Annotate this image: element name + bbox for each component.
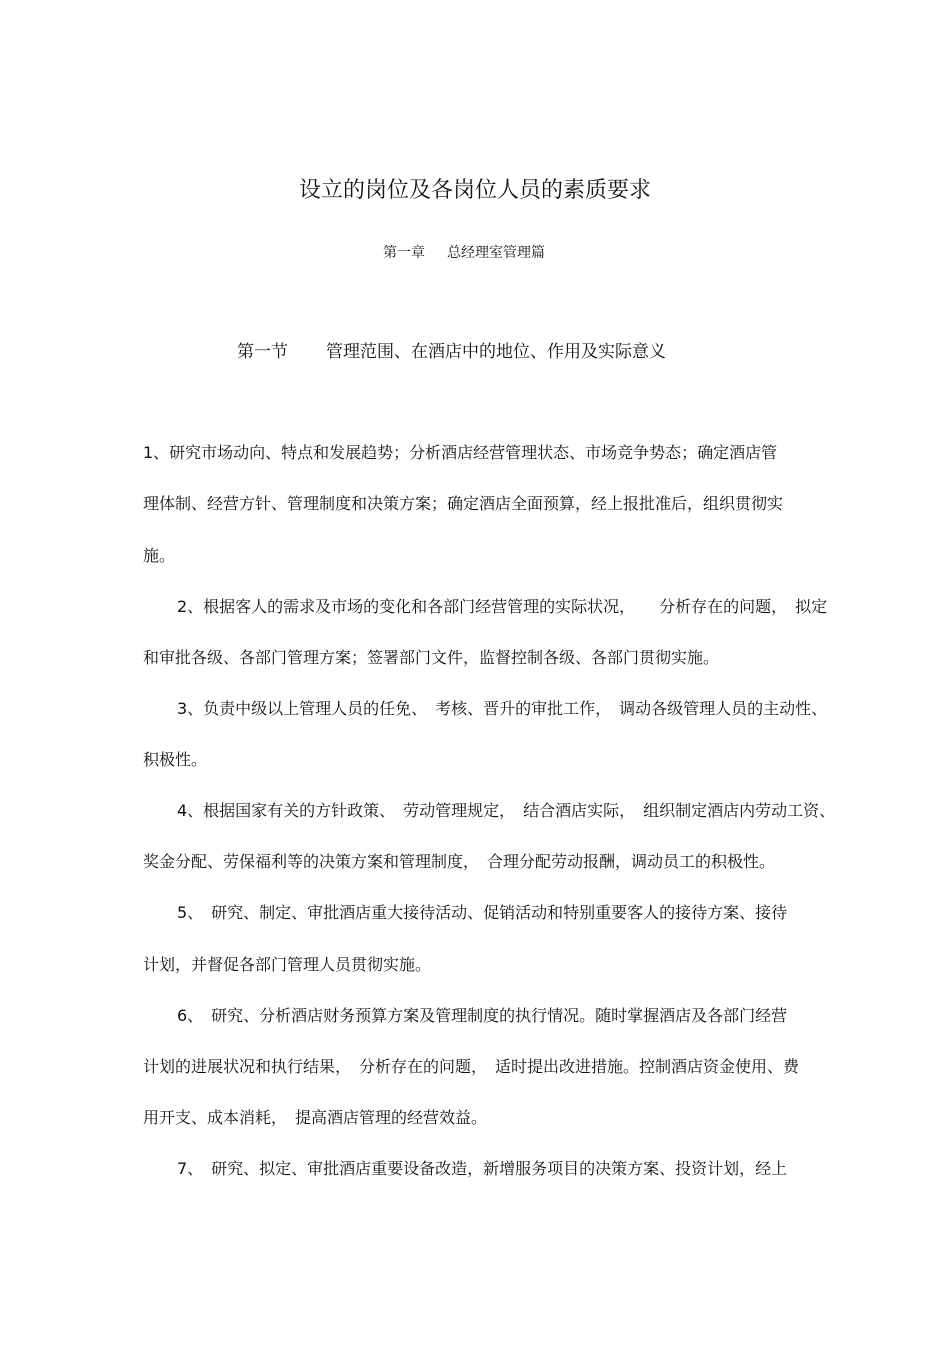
body-line-14: 用开支、成本消耗， 提高酒店管理的经营效益。 xyxy=(143,1108,488,1127)
body-line-9: 奖金分配、劳保福利等的决策方案和管理制度， 合理分配劳动报酬，调动员工的积极性。 xyxy=(143,852,776,871)
document-title: 设立的岗位及各岗位人员的素质要求 xyxy=(298,178,651,203)
body-line-12: 6、 研究、分析酒店财务预算方案及管理制度的执行情况。随时掌握酒店及各部门经营 xyxy=(177,1006,788,1025)
body-line-13: 计划的进展状况和执行结果， 分析存在的问题， 适时提出改进措施。控制酒店资金使用、费 xyxy=(143,1057,800,1076)
body-line-4: 2、根据客人的需求及市场的变化和各部门经营管理的实际状况， 分析存在的问题， 拟定 xyxy=(177,597,828,616)
section-number: 第一节 xyxy=(237,342,288,362)
body-line-8: 4、根据国家有关的方针政策、 劳动管理规定， 结合酒店实际， 组织制定酒店内劳动工资、 xyxy=(177,801,836,820)
body-line-15: 7、 研究、拟定、审批酒店重要设备改造，新增服务项目的决策方案、投资计划，经上 xyxy=(177,1159,788,1178)
section-name: 管理范围、在酒店中的地位、作用及实际意义 xyxy=(326,342,666,362)
body-line-3: 施。 xyxy=(143,546,176,565)
body-line-2: 理体制、经营方针、管理制度和决策方案；确定酒店全面预算，经上报批准后，组织贯彻实 xyxy=(143,494,784,513)
body-line-5: 和审批各级、各部门管理方案；签署部门文件，监督控制各级、各部门贯彻实施。 xyxy=(143,648,720,667)
body-line-11: 计划，并督促各部门管理人员贯彻实施。 xyxy=(143,955,432,974)
chapter-number: 第一章 xyxy=(383,245,425,261)
chapter-heading xyxy=(383,243,545,263)
body-line-10: 5、 研究、制定、审批酒店重大接待活动、促销活动和特别重要客人的接待方案、接待 xyxy=(177,903,788,922)
body-line-1: 1、研究市场动向、特点和发展趋势；分析酒店经营管理状态、市场竞争势态；确定酒店管 xyxy=(143,443,778,462)
body-line-7: 积极性。 xyxy=(143,750,208,769)
body-line-6: 3、负责中级以上管理人员的任免、 考核、晋升的审批工作， 调动各级管理人员的主动性、 xyxy=(177,699,828,718)
chapter-name: 总经理室管理篇 xyxy=(447,245,545,261)
section-heading xyxy=(237,340,666,364)
